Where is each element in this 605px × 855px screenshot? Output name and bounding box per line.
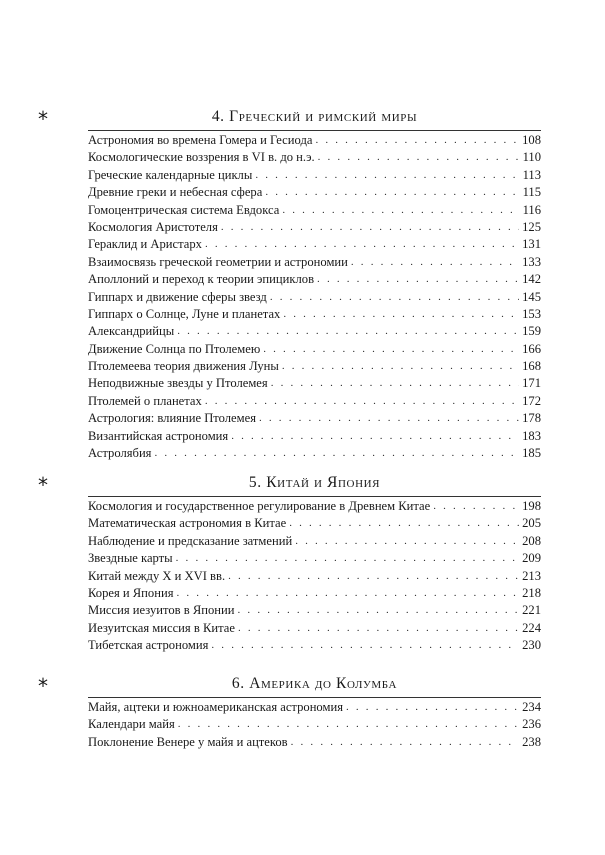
entry-page: 230 (522, 638, 541, 653)
entry-page: 110 (522, 150, 541, 165)
toc-entry[interactable] (88, 358, 541, 375)
entry-title: Взаимосвязь греческой геометрии и астрономии (88, 254, 348, 269)
entry-page: 108 (522, 133, 541, 147)
entry-title: Движение Солнца по Птолемею (88, 341, 261, 356)
entry-title: Птолемей о планетах (88, 393, 202, 408)
toc-entry[interactable] (88, 341, 541, 358)
dot-leader (205, 236, 519, 253)
entry-title: Греческие календарные циклы (88, 167, 253, 182)
toc-entry[interactable] (88, 550, 541, 567)
toc-entry[interactable] (88, 219, 541, 236)
dot-leader (433, 498, 519, 515)
entry-title: Гиппарх о Солнце, Луне и планетах (88, 306, 281, 321)
entry-title: Александрийцы (88, 324, 175, 339)
toc-entry[interactable] (88, 428, 541, 445)
dot-leader (221, 219, 519, 236)
entry-page: 142 (522, 272, 541, 287)
toc-entry[interactable] (88, 602, 541, 619)
entry-page: 209 (522, 551, 541, 566)
toc-entry[interactable] (88, 410, 541, 427)
dot-leader (265, 184, 519, 201)
toc-entries (88, 132, 541, 462)
asterisk-icon: * (38, 473, 48, 497)
entry-title: Майя, ацтеки и южноамериканская астрономия (88, 700, 343, 714)
dot-leader (283, 306, 519, 323)
dot-leader (271, 375, 519, 392)
dot-leader (318, 149, 520, 166)
entry-title: Византийская астрономия (88, 428, 229, 443)
entry-page: 166 (522, 341, 541, 356)
entry-page: 145 (522, 289, 541, 304)
entry-page: 213 (522, 568, 541, 583)
entry-page: 171 (522, 376, 541, 391)
entry-page: 208 (522, 533, 541, 548)
dot-leader (238, 602, 520, 619)
entry-page: 125 (522, 219, 541, 234)
toc-entry[interactable] (88, 167, 541, 184)
entry-title: Птолемеева теория движения Луны (88, 359, 279, 374)
dot-leader (176, 550, 519, 567)
dot-leader (228, 568, 519, 585)
toc-entry[interactable] (88, 533, 541, 550)
section-divider (88, 496, 541, 497)
entry-title: Астролябия (88, 446, 152, 461)
entry-title: Космологические воззрения в VI в. до н.э. (88, 150, 315, 165)
toc-entry[interactable] (88, 568, 541, 585)
toc-entry[interactable] (88, 149, 541, 166)
entry-title: Гераклид и Аристарх (88, 237, 202, 252)
entry-page: 224 (522, 620, 541, 635)
toc-entry[interactable] (88, 445, 541, 462)
entry-title: Календари майя (88, 717, 175, 732)
entry-title: Аполлоний и переход к теории эпициклов (88, 272, 315, 287)
toc-entry[interactable] (88, 289, 541, 306)
entry-page: 116 (522, 202, 541, 217)
toc-entries (88, 498, 541, 655)
section-heading: 6. Америка до Колумба (231, 675, 398, 692)
entry-title: Иезуитская миссия в Китае (88, 620, 235, 635)
dot-leader (178, 716, 519, 733)
entry-page: 236 (522, 717, 541, 732)
entry-page: 183 (522, 428, 541, 443)
entry-page: 113 (522, 167, 541, 182)
toc-entry[interactable] (88, 375, 541, 392)
section-heading: 4. Греческий и римский миры (211, 108, 418, 125)
entry-title: Астрономия во времена Гомера и Гесиода (88, 133, 313, 147)
entry-page: 178 (522, 411, 541, 426)
entry-page: 153 (522, 306, 541, 321)
toc-entry[interactable] (88, 306, 541, 323)
entry-page: 172 (522, 393, 541, 408)
dot-leader (289, 515, 519, 532)
entry-title: Поклонение Венере у майя и ацтеков (88, 734, 288, 749)
entry-page: 159 (522, 324, 541, 339)
entry-page: 198 (522, 499, 541, 513)
entry-page: 238 (522, 734, 541, 749)
dot-leader (231, 428, 519, 445)
dot-leader (317, 271, 519, 288)
entry-title: Математическая астрономия в Китае (88, 516, 287, 531)
toc-entry[interactable] (88, 254, 541, 271)
entry-page: 133 (522, 254, 541, 269)
entry-title: Звездные карты (88, 551, 173, 566)
toc-entry[interactable] (88, 716, 541, 733)
dot-leader (263, 341, 519, 358)
entry-page: 218 (522, 585, 541, 600)
entry-title: Китай между X и XVI вв. (88, 568, 226, 583)
toc-entry[interactable] (88, 393, 541, 410)
dot-leader (351, 254, 519, 271)
dot-leader (255, 167, 519, 184)
entry-title: Космология Аристотеля (88, 219, 218, 234)
entry-title: Гомоцентрическая система Евдокса (88, 202, 280, 217)
dot-leader (259, 410, 519, 427)
dot-leader (270, 289, 519, 306)
section-heading: 5. Китай и Япония (248, 474, 381, 491)
dot-leader (177, 585, 520, 602)
dot-leader (205, 393, 519, 410)
entry-page: 168 (522, 359, 541, 374)
dot-leader (315, 132, 519, 149)
entry-title: Корея и Япония (88, 585, 174, 600)
toc-entry[interactable] (88, 515, 541, 532)
dot-leader (238, 620, 519, 637)
toc-entry[interactable] (88, 637, 541, 654)
toc-entry[interactable] (88, 734, 541, 751)
toc-entries (88, 699, 541, 751)
dot-leader (291, 734, 519, 751)
toc-entry[interactable] (88, 323, 541, 340)
toc-entry[interactable] (88, 620, 541, 637)
entry-title: Наблюдение и предсказание затмений (88, 533, 293, 548)
toc-entry[interactable] (88, 202, 541, 219)
entry-page: 221 (522, 603, 541, 618)
entry-title: Неподвижные звезды у Птолемея (88, 376, 268, 391)
entry-page: 115 (522, 185, 541, 200)
toc-entry[interactable] (88, 498, 541, 515)
toc-entry[interactable] (88, 699, 541, 716)
toc-entry[interactable] (88, 585, 541, 602)
dot-leader (282, 358, 519, 375)
entry-title: Космология и государственное регулирование в Древнем Китае (88, 499, 431, 513)
dot-leader (154, 445, 519, 462)
entry-title: Астрология: влияние Птолемея (88, 411, 256, 426)
dot-leader (211, 637, 519, 654)
toc-entry[interactable] (88, 271, 541, 288)
entry-page: 185 (522, 446, 541, 461)
toc-entry[interactable] (88, 132, 541, 149)
entry-title: Миссия иезуитов в Японии (88, 603, 235, 618)
section-divider (88, 130, 541, 131)
dot-leader (295, 533, 519, 550)
dot-leader (346, 699, 519, 716)
entry-title: Гиппарх и движение сферы звезд (88, 289, 267, 304)
entry-title: Древние греки и небесная сфера (88, 185, 263, 200)
asterisk-icon: * (38, 674, 48, 698)
toc-entry[interactable] (88, 236, 541, 253)
entry-page: 205 (522, 516, 541, 531)
asterisk-icon: * (38, 107, 48, 131)
section-divider (88, 697, 541, 698)
entry-page: 131 (522, 237, 541, 252)
dot-leader (177, 323, 519, 340)
toc-entry[interactable] (88, 184, 541, 201)
entry-title: Тибетская астрономия (88, 638, 209, 653)
dot-leader (282, 202, 519, 219)
entry-page: 234 (522, 700, 541, 714)
